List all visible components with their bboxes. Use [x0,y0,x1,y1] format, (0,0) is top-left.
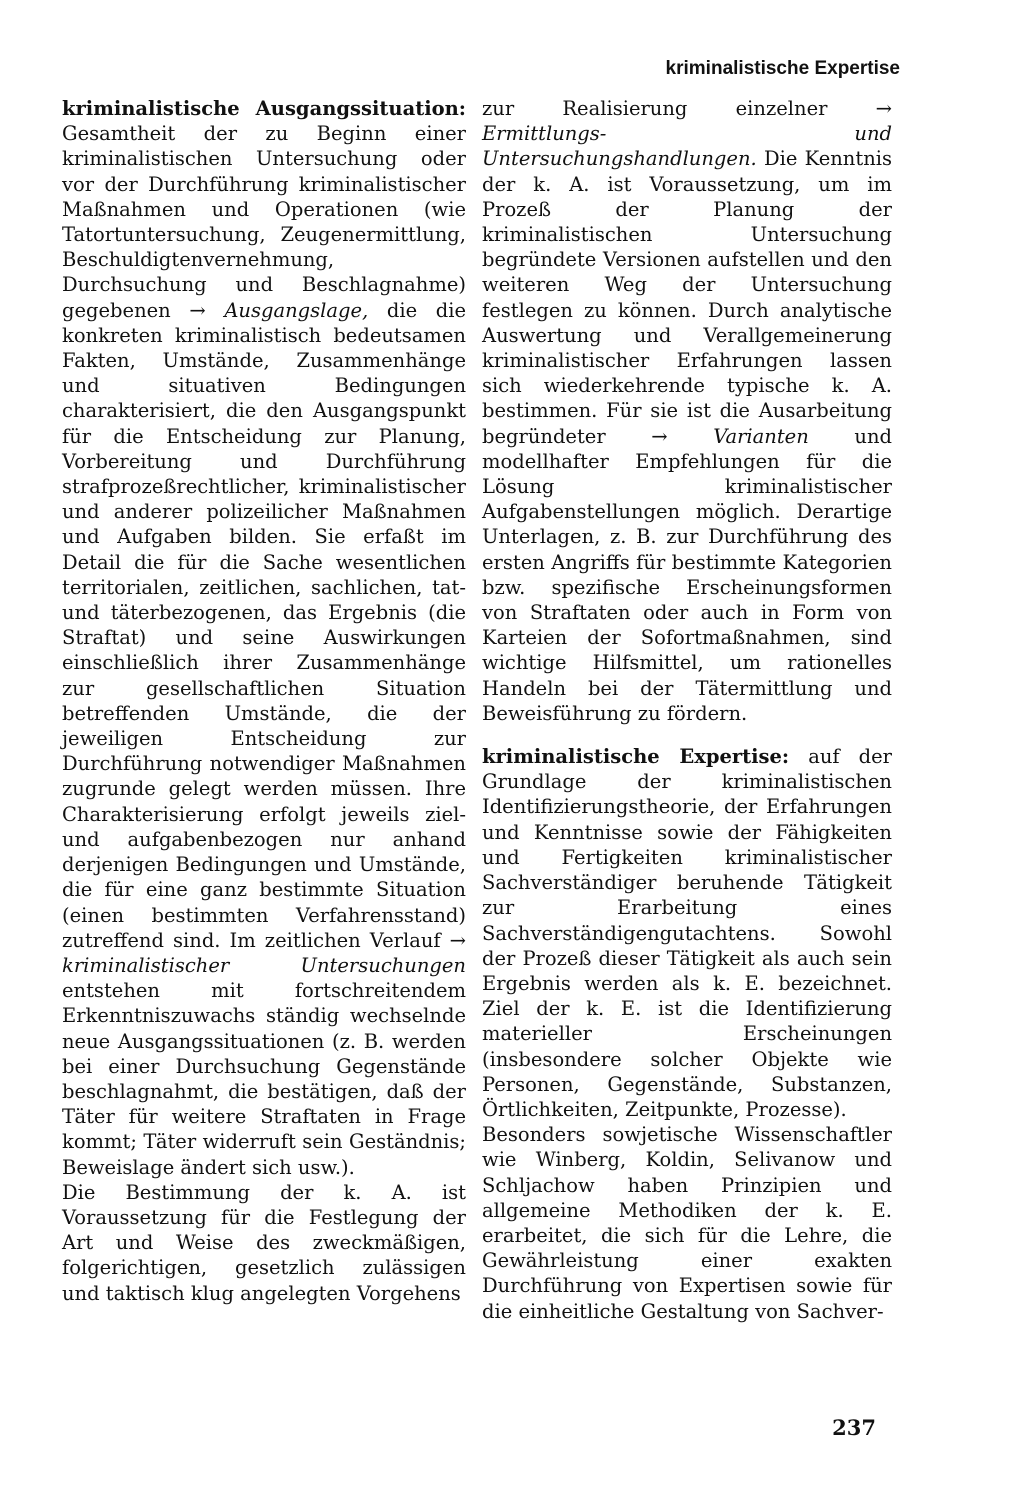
entry-paragraph: Die Bestimmung der k. A. ist Voraussetzung für die Festlegung der Art und Weise des zweckmäßigen, folgerichtigen, gesetzlich zulässigen und taktisch klug angelegten Vorgehens [62,1180,466,1305]
cross-reference-untersuchungen: kriminalistischer Untersuchungen [62,953,466,977]
cross-reference-ermittlungshandlungen: Ermittlungs- und Untersuchungshandlungen. [482,122,892,171]
left-column [62,96,466,1306]
entry-text: Gesamtheit der zu Beginn einer kriminalistischen Untersuchung oder vor der Durchführung kriminalistischer Maßnahmen und Operationen (wie Tatortuntersuchung, Zeugenermittlung, Beschuldigtenvernehmung, Durchsuchung und Beschlagnahme) gegebenen → [62,122,466,322]
entry-continuation [482,96,892,726]
entry-text: auf der Grundlage der kriminalistischen Identifizierungstheorie, der Erfahrungen und Kenntnisse sowie der Fähigkeiten und Fertigkeiten kriminalistischer Sachverständiger beruhende Tätigkeit zur Erarbeitung eines Sachverständigengutachtens. Sowohl der Prozeß dieser Tätigkeit als auch sein Ergebnis werden als k. E. bezeichnet. Ziel der k. E. ist die Identifizierung materieller Erscheinungen (insbesondere solcher Objekte wie Personen, Gegenstände, Substanzen, Örtlichkeiten, Zeitpunkte, Prozesse). [482,745,893,1121]
cross-reference-ausgangslage: Ausgangslage, [224,298,369,322]
entry-paragraph: Besonders sowjetische Wissenschaftler wie Winberg, Koldin, Selivanow und Schljachow haben Prinzipien und allgemeine Methodiken der k. E. erarbeitet, die sich für die Lehre, die Gewährleistung einer exakten Durchführung von Expertisen sowie für die einheitliche Gestaltung von Sachver- [482,1123,892,1323]
entry-headword: kriminalistische Ausgangssituation: [62,97,466,120]
entry-headword: kriminalistische Expertise: [482,745,790,769]
entry-text: zur Realisierung einzelner → [482,97,892,120]
page-number: 237 [832,1415,876,1440]
entry-text: entstehen mit fortschreitendem Erkenntniszuwachs ständig wechselnde neue Ausgangssituationen (z. B. werden bei einer Durchsuchung Gegenstände beschlagnahmt, die bestätigen, daß der Täter für weitere Straftaten in Frage kommt; Täter widerruft sein Geständnis; Beweislage ändert sich usw.). [62,979,466,1179]
right-column [482,96,892,1324]
entry-text: Die Kenntnis der k. A. ist Voraussetzung, um im Prozeß der Planung der kriminalistischen Untersuchung begründete Versionen aufstellen und den weiteren Weg der Untersuchung festlegen zu können. Durch analytische Auswertung und Verallgemeinerung kriminalistischer Erfahrungen lassen sich wiederkehrende typische k. A. bestimmen. Für sie ist die Ausarbeitung begründeter → [482,147,892,448]
entry-text: die die konkreten kriminalistisch bedeutsamen Fakten, Umstände, Zusammenhänge und situativen Bedingungen charakterisiert, die den Ausgangspunkt für die Entscheidung zur Planung, Vorbereitung und Durchführung strafprozeßrechtlicher, kriminalistischer und anderer polizeilicher Maßnahmen und Aufgaben bilden. Sie erfaßt im Detail die für die Sache wesentlichen territorialen, zeitlichen, sachlichen, tat- und täterbezogenen, das Ergebnis (die Straftat) und seine Auswirkungen einschließlich ihrer Zusammenhänge zur gesellschaftlichen Situation betreffenden Umstände, die der jeweiligen Entscheidung zur Durchführung notwendiger Maßnahmen zugrunde gelegt werden müssen. Ihre Charakterisierung erfolgt jeweils ziel- und aufgabenbezogen nur anhand derjenigen Bedingungen und Umstände, die für eine ganz bestimmte Situation (einen bestimmten Verfahrensstand) zutreffend sind. Im zeitlichen Verlauf → [62,298,467,952]
entry-text: und modellhafter Empfehlungen für die Lösung kriminalistischer Aufgabenstellungen möglich. Derartige Unterlagen, z. B. zur Durchführung des ersten Angriffs für bestimmte Kategorien bzw. spezifische Erscheinungsformen von Straftaten oder auch in Form von Karteien der Sofortmaßnahmen, sind wichtige Hilfsmittel, um rationelles Handeln bei der Tätermittlung und Beweisführung zu fördern. [482,424,892,725]
cross-reference-varianten: Varianten [713,424,809,448]
entry-expertise [482,744,892,1122]
running-head: kriminalistische Expertise [665,58,900,79]
entry-ausgangssituation [62,96,466,1180]
